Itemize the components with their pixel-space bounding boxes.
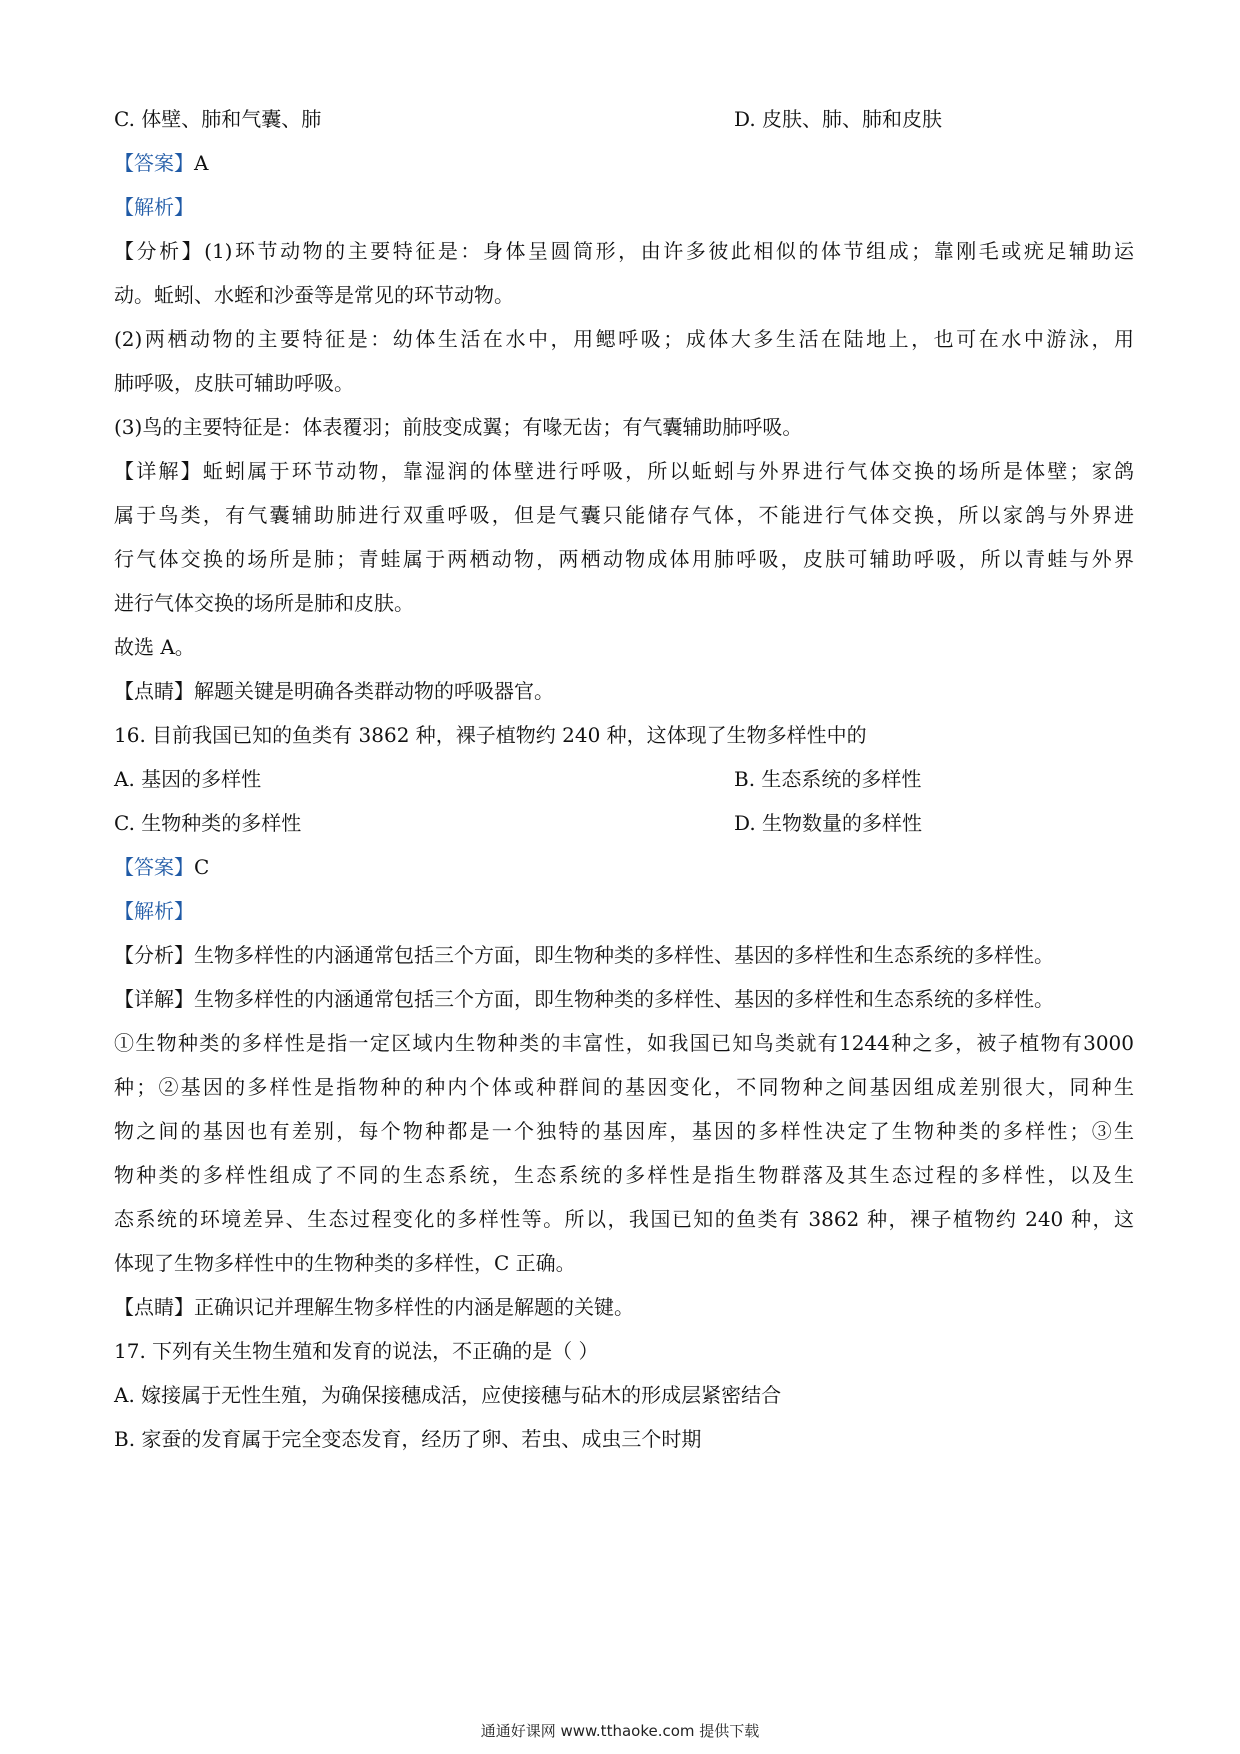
q17-option-a: A. 嫁接属于无性生殖，为确保接穗成活，应使接穗与砧木的形成层紧密结合: [114, 1383, 782, 1407]
dianjing-text: 解题关键是明确各类群动物的呼吸器官。: [194, 679, 554, 703]
dianjing-text: 正确识记并理解生物多样性的内涵是解题的关键。: [194, 1295, 634, 1319]
q15-fenxi-line5: (3)鸟的主要特征是：体表覆羽；前肢变成翼；有喙无齿；有气囊辅助肺呼吸。: [114, 415, 803, 439]
q17-stem: 17. 下列有关生物生殖和发育的说法，不正确的是（ ）: [114, 1339, 599, 1363]
q15-dianjing: [114, 677, 1134, 705]
page-footer: 通通好课网 www.tthaoke.com 提供下载: [480, 1722, 760, 1740]
q16-analysis-heading: [114, 897, 1134, 925]
q16-stem: 16. 目前我国已知的鱼类有 3862 种，裸子植物约 240 种，这体现了生物多样性中的: [114, 723, 867, 747]
xiangjie-tag: 【详解】: [114, 987, 194, 1011]
q16-xiangjie-line3: 种；②基因的多样性是指物种的种内个体或种群间的基因变化，不同物种之间基因组成差别很大，同种生: [114, 1075, 1134, 1099]
q16-option-b: B. 生态系统的多样性: [734, 767, 922, 791]
q16-option-c: C. 生物种类的多样性: [114, 811, 302, 835]
q16-options-row1: [114, 765, 1134, 793]
fenxi-tag: 【分析】: [114, 239, 205, 263]
q15-analysis-heading: [114, 193, 1134, 221]
q16-xiangjie-line2: ①生物种类的多样性是指一定区域内生物种类的丰富性，如我国已知鸟类就有1244种之多，被子植物有3000: [114, 1031, 1134, 1055]
analysis-tag: 【解析】: [114, 899, 194, 923]
q16-answer: [114, 853, 1134, 881]
answer-value: C: [194, 855, 210, 879]
q15-answer: [114, 149, 1134, 177]
q16-fenxi: [114, 941, 1134, 969]
q15-fenxi-line1: [114, 237, 1134, 265]
answer-value: A: [194, 151, 209, 175]
fenxi-text: 生物多样性的内涵通常包括三个方面，即生物种类的多样性、基因的多样性和生态系统的多样性。: [194, 943, 1054, 967]
q15-xiangjie-line2: 属于鸟类，有气囊辅助肺进行双重呼吸，但是气囊只能储存气体，不能进行气体交换，所以家鸽与外界进: [114, 503, 1134, 527]
q15-fenxi-line4: 肺呼吸，皮肤可辅助呼吸。: [114, 371, 354, 395]
q16-xiangjie-line4: 物之间的基因也有差别，每个物种都是一个独特的基因库，基因的多样性决定了生物种类的多样性；③生: [114, 1119, 1134, 1143]
answer-tag: 【答案】: [114, 151, 194, 175]
q16-xiangjie-line7: 体现了生物多样性中的生物种类的多样性，C 正确。: [114, 1251, 576, 1275]
xiangjie-tag: 【详解】: [114, 459, 203, 483]
q15-fenxi-line3: (2)两栖动物的主要特征是：幼体生活在水中，用鳃呼吸；成体大多生活在陆地上，也可在水中游泳，用: [114, 327, 1134, 351]
q16-option-d: D. 生物数量的多样性: [734, 811, 923, 835]
q16-xiangjie-line6: 态系统的环境差异、生态过程变化的多样性等。所以，我国已知的鱼类有 3862 种，裸子植物约 240 种，这: [114, 1207, 1134, 1231]
q16-option-a: A. 基因的多样性: [114, 767, 262, 791]
q16-xiangjie-line1: [114, 985, 1134, 1013]
q16-xiangjie-line5: 物种类的多样性组成了不同的生态系统，生态系统的多样性是指生物群落及其生态过程的多样性，以及生: [114, 1163, 1134, 1187]
q15-choose: 故选 A。: [114, 635, 195, 659]
xiangjie-text: 蚯蚓属于环节动物，靠湿润的体壁进行呼吸，所以蚯蚓与外界进行气体交换的场所是体壁；家鸽: [202, 459, 1135, 483]
q15-xiangjie-line4: 进行气体交换的场所是肺和皮肤。: [114, 591, 414, 615]
q15-option-d: D. 皮肤、肺、肺和皮肤: [734, 107, 943, 131]
q15-xiangjie-line1: [114, 457, 1134, 485]
analysis-tag: 【解析】: [114, 195, 194, 219]
xiangjie-text: 生物多样性的内涵通常包括三个方面，即生物种类的多样性、基因的多样性和生态系统的多样性。: [194, 987, 1054, 1011]
fenxi-text: (1)环节动物的主要特征是：身体呈圆筒形，由许多彼此相似的体节组成；靠刚毛或疣足辅助运: [204, 239, 1134, 263]
q17-option-b: B. 家蚕的发育属于完全变态发育，经历了卵、若虫、成虫三个时期: [114, 1427, 702, 1451]
dianjing-tag: 【点睛】: [114, 679, 194, 703]
q15-fenxi-line2: 动。蚯蚓、水蛭和沙蚕等是常见的环节动物。: [114, 283, 514, 307]
q15-option-c: C. 体壁、肺和气囊、肺: [114, 107, 322, 131]
q16-options-row2: [114, 809, 1134, 837]
answer-tag: 【答案】: [114, 855, 194, 879]
q16-dianjing: [114, 1293, 1134, 1321]
dianjing-tag: 【点睛】: [114, 1295, 194, 1319]
q15-options-row: [114, 105, 1134, 133]
fenxi-tag: 【分析】: [114, 943, 194, 967]
q15-xiangjie-line3: 行气体交换的场所是肺；青蛙属于两栖动物，两栖动物成体用肺呼吸，皮肤可辅助呼吸，所以青蛙与外界: [114, 547, 1134, 571]
